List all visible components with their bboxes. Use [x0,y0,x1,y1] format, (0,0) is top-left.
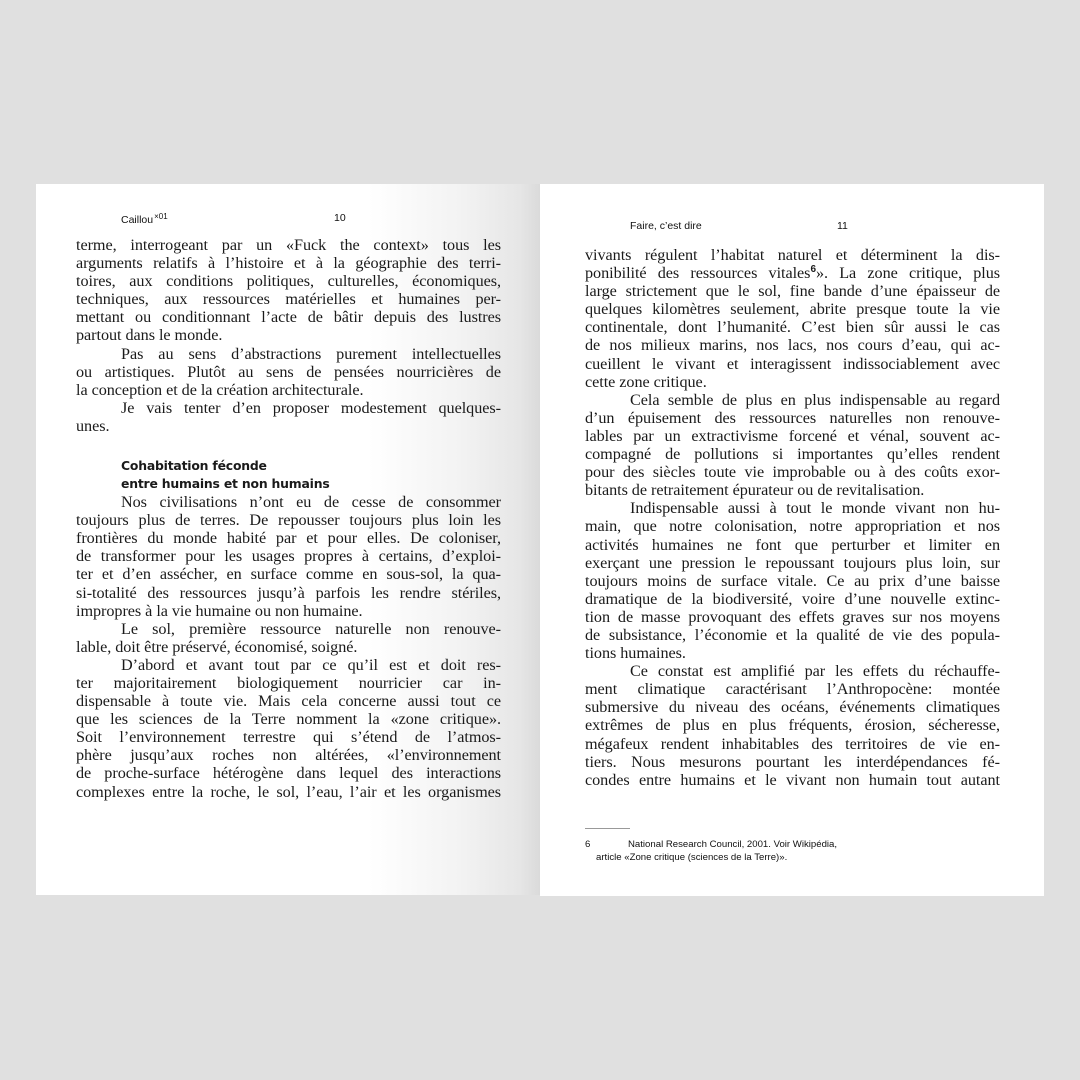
text-line: exerçant une pression le repoussant toujours plus loin, sur [585,553,1000,572]
text-line: de transformer pour les usages propres à certains, d’exploi- [76,547,501,566]
body-text [76,236,501,801]
text-line: vivants régulent l’habitat naturel et déterminent la dis- [585,246,1000,264]
text-line: pour des siècles toute vie improbable ou à des coûts exor- [585,463,1000,482]
text-line: Je vais tenter d’en proposer modestement quelques- [121,398,501,417]
text-line: ter et d’en assécher, en surface comme en sous-sol, la qua- [76,565,501,584]
text-line: lable, doit être préservé, économisé, soigné. [76,637,358,656]
right-page [540,184,1044,896]
text-line: ter majoritairement biologiquement nourricier car in- [76,673,501,692]
footnote-text: National Research Council, 2001. Voir Wikipédia, [628,839,838,850]
text-line: frontières du monde habité par et pour elles. De coloniser, [76,529,501,548]
text-line: lables par un extractivisme forcené et vénal, souvent ac- [585,426,1000,445]
text-line: Cela semble de plus en plus indispensable au regard [630,390,1000,409]
text-line: terme, interrogeant par un «Fuck the context» tous les [76,236,501,254]
text-line: condes entre humains et le vivant non humain tout autant [585,770,1000,789]
text-line: large strictement que le sol, fine bande d’une épaisseur de [585,282,1000,301]
text-line: cueillent le vivant et interagissent indissociablement avec [585,354,1000,373]
text-line: ou artistiques. Plutôt au sens de pensées nourricières de [76,362,501,381]
body-text [585,246,1000,789]
text-line: bitants de retraitement épurateur ou de revitalisation. [585,481,925,500]
text-line: activités humaines ne font que perturber et limiter en [585,535,1000,554]
text-line: mettant ou conditionnant l’acte de bâtir depuis des lustres [76,308,501,327]
text-line: complexes entre la roche, le sol, l’eau, l’air et les organismes [76,782,501,801]
text-line: mégafeux rendent inhabitables des territoires de vie en- [585,734,1000,753]
text-line: techniques, aux ressources matérielles et humaines per- [76,290,501,309]
text-line: dispensable à toute vie. Mais cela concerne aussi tout ce [76,692,501,711]
footnote-number: 6 [585,839,591,850]
text-line: la conception et de la création architecturale. [76,380,364,399]
text-line: Ce constat est amplifié par les effets du réchauffe- [630,662,1000,681]
left-page [36,184,540,895]
text-line: arguments relatifs à l’histoire et à la géographie des terri- [76,254,501,273]
text-line: partout dans le monde. [76,326,223,345]
footnote [585,839,915,864]
text-line: si-totalité des ressources jusqu’à parfois les rendre stériles, [76,583,501,602]
text-line: main, que notre colonisation, notre appropriation et nos [585,517,1000,536]
running-head-title: Faire, c’est dire [630,220,702,232]
text-line: impropres à la vie humaine ou non humaine. [76,601,363,620]
text-line: compagné de pollutions si importantes qu’elles rendent [585,445,1000,464]
text-line: Pas au sens d’abstractions purement intellectuelles [121,344,501,363]
text-line: D’abord et avant tout par ce qu’il est et doit res- [121,655,501,674]
text-line: d’un épuisement des ressources naturelles non renouve- [585,408,1000,427]
text-line: tion de masse provoquant des effets graves sur nos moyens [585,607,1000,626]
text-line: phère jusqu’aux roches non altérées, «l’environnement [76,746,501,765]
text-line: Le sol, première ressource naturelle non renouve- [121,619,501,638]
section-gap [76,435,501,457]
text-line: dramatique de la biodiversité, voire d’une nouvelle extinc- [585,589,1000,608]
text-line: toujours moins de surface vitale. Ce au prix d’une baisse [585,571,1000,590]
text-line: Indispensable aussi à tout le monde vivant non hu- [630,499,1000,518]
text-line: submersive du niveau des océans, événements climatiques [585,698,1000,717]
text-line: quelques kilomètres seulement, abrite presque toute la vie [585,300,1000,319]
issue-number: ×01 [154,212,168,221]
text-line: que les sciences de la Terre nomment la «zone critique». [76,710,501,729]
section-heading: Cohabitation féconde [121,458,267,474]
section-heading: entre humains et non humains [121,476,330,492]
page-number: 11 [837,220,848,232]
text-line: Nos civilisations n’ont eu de cesse de consommer [121,493,501,512]
running-head-title: Caillou$^{\times 01}$ [121,212,168,226]
text-line: cette zone critique. [585,372,707,391]
text-line: continentale, dont l’humanité. C’est bien sûr aussi le cas [585,318,1000,337]
text-line: extrêmes de plus en plus fréquents, érosion, sécheresse, [585,716,1000,735]
footnote-reference[interactable]: 6 [810,264,816,276]
text-line: de subsistance, l’économie et la qualité de vie des popula- [585,625,1000,644]
page-number: 10 [334,212,346,224]
footnote-divider [585,828,630,829]
text-line: de proche-surface hétérogène dans lequel des interactions [76,764,501,783]
text-line: ponibilité des ressources vitales$^6$». La zone critique, plus [585,264,1000,283]
text-line: Soit l’environnement terrestre qui s’étend de l’atmos- [76,728,501,747]
text-line: de nos milieux marins, nos lacs, nos cours d’eau, qui ac- [585,336,1000,355]
text-line: tiers. Nous mesurons pourtant les interdépendances fé- [585,752,1000,771]
text-line: ment climatique caractérisant l’Anthropocène: montée [585,680,1000,699]
text-line: unes. [76,416,110,435]
text-line: tions humaines. [585,644,686,663]
text-line: toires, aux conditions politiques, culturelles, économiques, [76,272,501,291]
text-line: toujours plus de terres. De repousser toujours plus loin les [76,511,501,530]
footnote-text: article «Zone critique (sciences de la Terre)». [596,851,788,863]
